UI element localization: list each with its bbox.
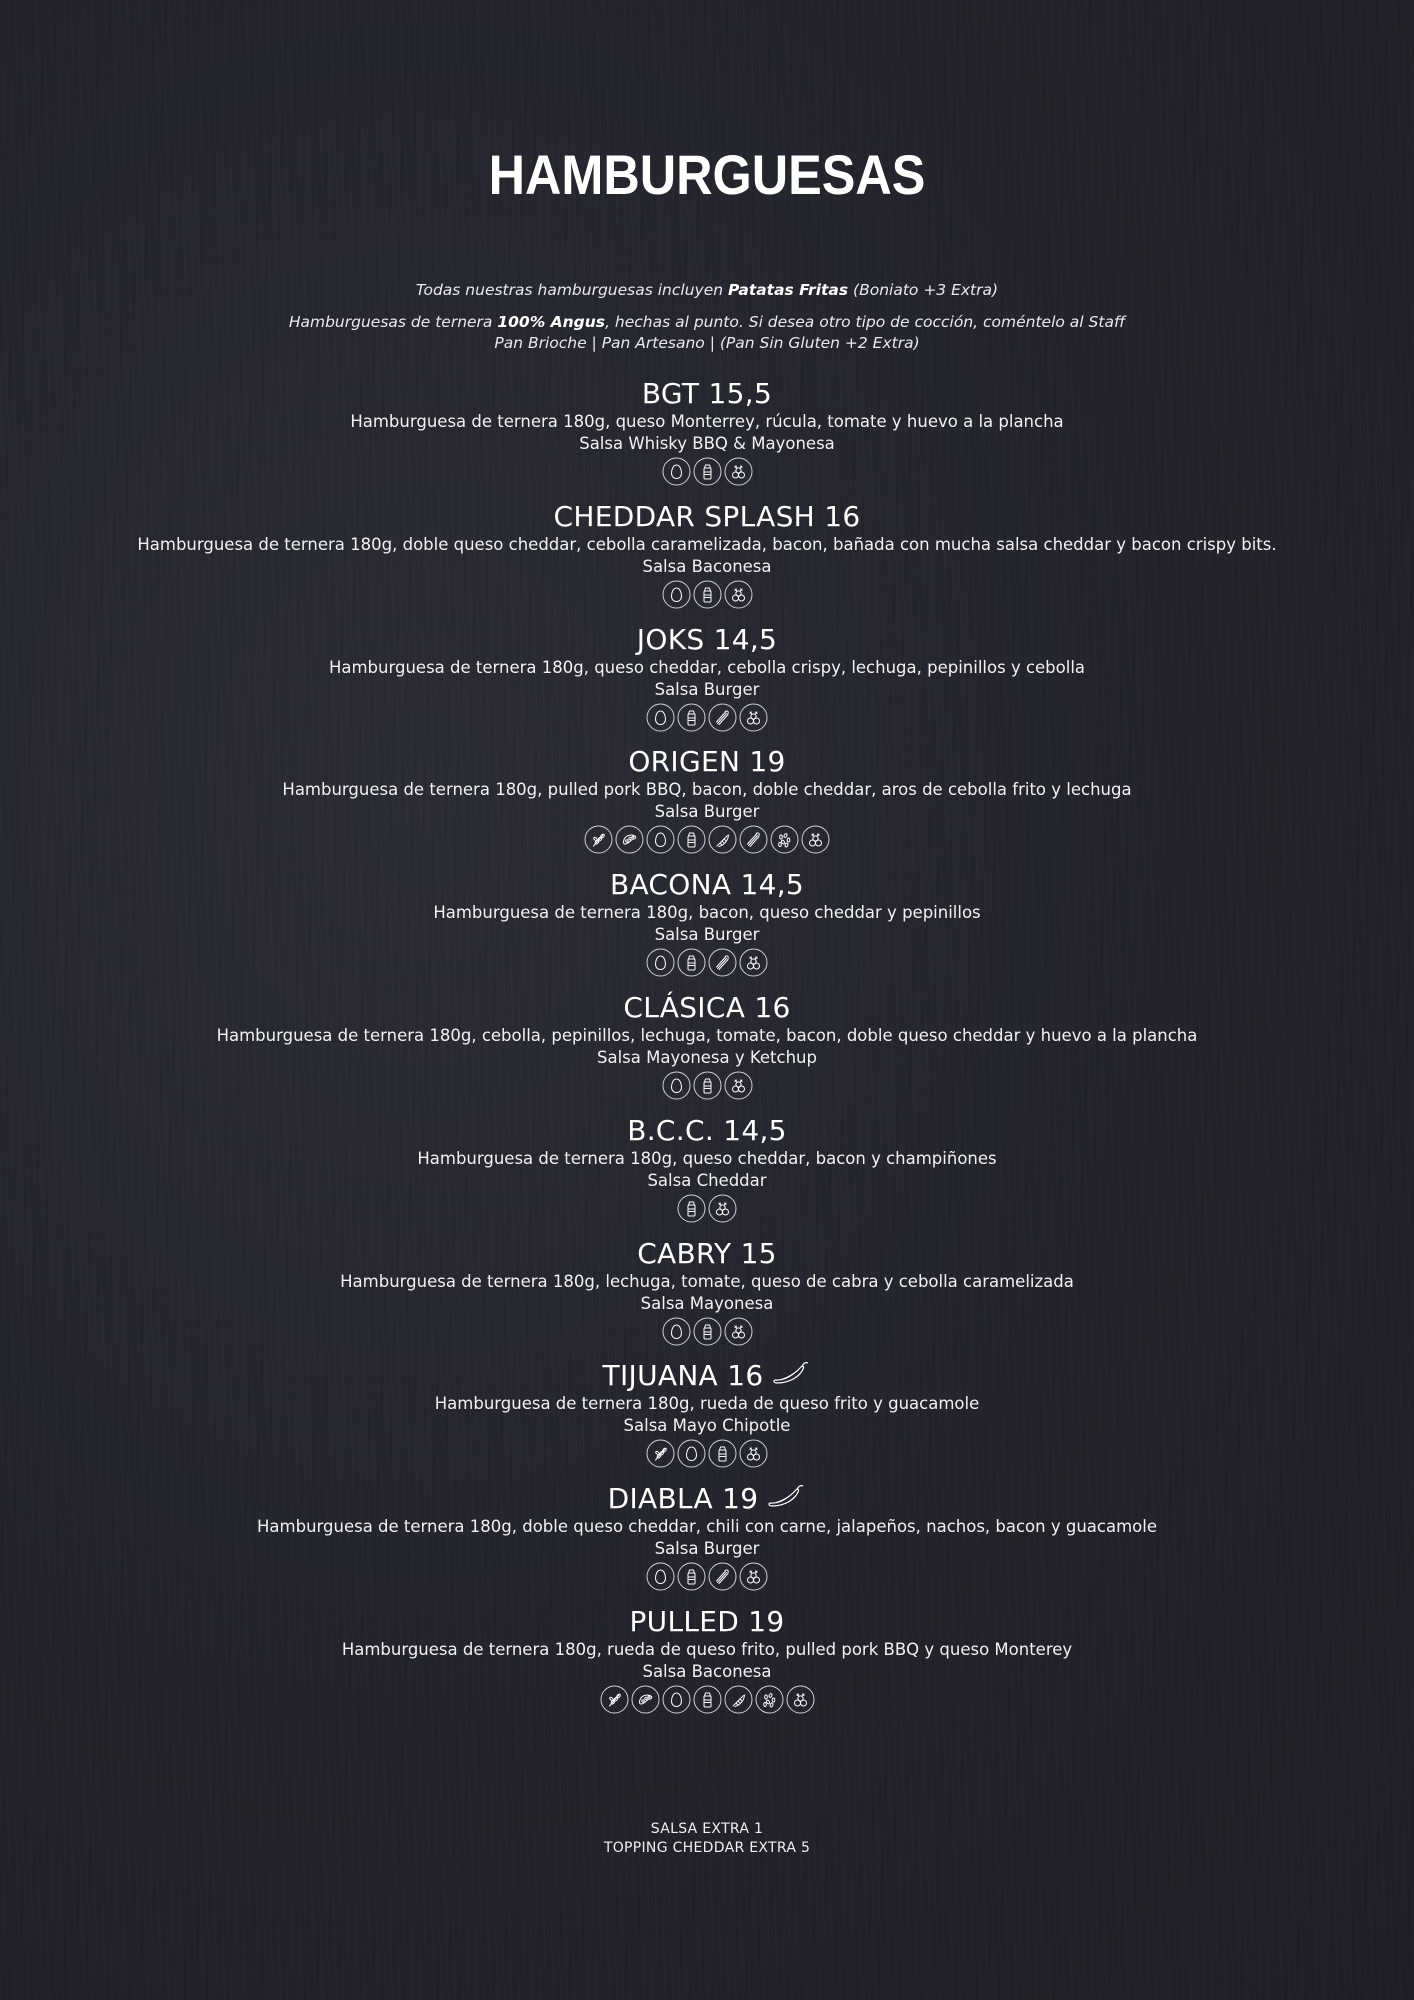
sesame-icon <box>770 825 799 854</box>
intro-beef-text-after: , hechas al punto. Si desea otro tipo de cocción, coméntelo al Staff <box>605 313 1126 331</box>
menu-item <box>0 377 1414 489</box>
allergen-icons <box>0 1194 1414 1226</box>
item-description: Hamburguesa de ternera 180g, lechuga, tomate, queso de cabra y cebolla caramelizada <box>340 1272 1074 1291</box>
item-name <box>0 623 1414 657</box>
allergen-icons <box>0 1439 1414 1471</box>
item-name <box>0 868 1414 902</box>
menu-item <box>0 1237 1414 1349</box>
intro-beef-text-before: Hamburguesas de ternera <box>288 313 498 331</box>
item-name <box>0 1482 1414 1516</box>
item-sauce: Salsa Mayonesa y Ketchup <box>597 1048 817 1067</box>
item-sauce: Salsa Burger <box>654 802 760 821</box>
egg-icon <box>646 825 675 854</box>
allergen-icons <box>0 1685 1414 1717</box>
soy-icon <box>615 825 644 854</box>
item-name-text: BGT 15,5 <box>641 377 773 410</box>
milk-icon <box>677 948 706 977</box>
item-sauce: Salsa Mayo Chipotle <box>623 1416 791 1435</box>
allergen-icons <box>0 948 1414 980</box>
item-name <box>0 500 1414 534</box>
item-name <box>0 377 1414 411</box>
item-description: Hamburguesa de ternera 180g, queso cheddar, cebolla crispy, lechuga, pepinillos y cebolla <box>328 658 1086 677</box>
item-name-text: CHEDDAR SPLASH 16 <box>553 500 861 533</box>
celery-icon <box>708 703 737 732</box>
allergen-icons <box>0 825 1414 857</box>
item-name-text: DIABLA 19 <box>607 1482 759 1515</box>
celery-icon <box>708 1562 737 1591</box>
egg-icon <box>662 1317 691 1346</box>
menu-item <box>0 1359 1414 1471</box>
item-name <box>0 1359 1414 1393</box>
menu-item <box>0 500 1414 612</box>
page-title: HAMBURGUESAS <box>488 143 926 206</box>
item-name-text: JOKS 14,5 <box>636 623 778 656</box>
milk-icon <box>677 1194 706 1223</box>
egg-icon <box>662 580 691 609</box>
milk-icon <box>693 457 722 486</box>
soy-icon <box>631 1685 660 1714</box>
item-name-text: PULLED 19 <box>629 1605 785 1638</box>
intro-fries-text-before: Todas nuestras hamburguesas incluyen <box>415 281 728 299</box>
egg-icon <box>646 948 675 977</box>
mustard-icon <box>724 457 753 486</box>
item-description: Hamburguesa de ternera 180g, doble queso cheddar, chili con carne, jalapeños, nachos, bacon y guacamole <box>257 1517 1157 1536</box>
sulphites-icon <box>708 825 737 854</box>
allergen-icons <box>0 457 1414 489</box>
menu-item <box>0 868 1414 980</box>
item-name-text: CABRY 15 <box>637 1237 777 1270</box>
milk-icon <box>693 1317 722 1346</box>
menu-item <box>0 1114 1414 1226</box>
item-name <box>0 745 1414 779</box>
sulphites-icon <box>724 1685 753 1714</box>
item-name <box>0 1605 1414 1639</box>
item-name-text: TIJUANA 16 <box>602 1359 764 1392</box>
celery-icon <box>739 825 768 854</box>
menu-item <box>0 1482 1414 1594</box>
egg-icon <box>646 1562 675 1591</box>
menu-item <box>0 623 1414 735</box>
menu-item <box>0 1605 1414 1717</box>
milk-icon <box>677 703 706 732</box>
sesame-icon <box>755 1685 784 1714</box>
mustard-icon <box>739 948 768 977</box>
gluten-icon <box>584 825 613 854</box>
item-description: Hamburguesa de ternera 180g, pulled pork BBQ, bacon, doble cheddar, aros de cebolla frito y lechuga <box>282 780 1132 799</box>
item-description: Hamburguesa de ternera 180g, cebolla, pepinillos, lechuga, tomate, bacon, doble queso cheddar y huevo a la plancha <box>216 1026 1198 1045</box>
item-description: Hamburguesa de ternera 180g, doble queso cheddar, cebolla caramelizada, bacon, bañada con mucha salsa cheddar y bacon crispy bits. <box>137 535 1277 554</box>
gluten-icon <box>600 1685 629 1714</box>
item-sauce: Salsa Burger <box>654 925 760 944</box>
egg-icon <box>677 1439 706 1468</box>
item-sauce: Salsa Baconesa <box>642 1662 772 1681</box>
extra-cheddar-price: TOPPING CHEDDAR EXTRA 5 <box>603 1840 811 1856</box>
mustard-icon <box>786 1685 815 1714</box>
item-sauce: Salsa Mayonesa <box>640 1294 774 1313</box>
milk-icon <box>693 1685 722 1714</box>
mustard-icon <box>724 580 753 609</box>
intro-fries-note <box>0 280 1414 301</box>
item-name <box>0 1237 1414 1271</box>
gluten-icon <box>646 1439 675 1468</box>
mustard-icon <box>708 1194 737 1223</box>
item-description: Hamburguesa de ternera 180g, queso cheddar, bacon y champiñones <box>417 1149 997 1168</box>
item-description: Hamburguesa de ternera 180g, rueda de queso frito, pulled pork BBQ y queso Monterey <box>341 1640 1073 1659</box>
item-name <box>0 991 1414 1025</box>
mustard-icon <box>724 1071 753 1100</box>
egg-icon <box>662 1071 691 1100</box>
milk-icon <box>708 1439 737 1468</box>
intro-fries-text-after: (Boniato +3 Extra) <box>848 281 999 299</box>
extras-footer <box>0 1820 1414 1858</box>
allergen-icons <box>0 703 1414 735</box>
chili-pepper-icon <box>769 1360 811 1394</box>
item-description: Hamburguesa de ternera 180g, rueda de queso frito y guacamole <box>434 1394 980 1413</box>
item-name <box>0 1114 1414 1148</box>
egg-icon <box>646 703 675 732</box>
celery-icon <box>708 948 737 977</box>
allergen-icons <box>0 1562 1414 1594</box>
item-description: Hamburguesa de ternera 180g, queso Monterrey, rúcula, tomate y huevo a la plancha <box>350 412 1064 431</box>
item-name-text: ORIGEN 19 <box>628 745 786 778</box>
milk-icon <box>693 580 722 609</box>
egg-icon <box>662 457 691 486</box>
milk-icon <box>677 825 706 854</box>
intro-fries-text-bold: Patatas Fritas <box>727 281 849 299</box>
egg-icon <box>662 1685 691 1714</box>
item-sauce: Salsa Baconesa <box>642 557 772 576</box>
item-sauce: Salsa Burger <box>654 1539 760 1558</box>
extra-sauce-price: SALSA EXTRA 1 <box>650 1821 764 1837</box>
mustard-icon <box>739 1439 768 1468</box>
milk-icon <box>677 1562 706 1591</box>
item-sauce: Salsa Burger <box>654 680 760 699</box>
intro-beef-note <box>0 312 1414 333</box>
item-name-text: BACONA 14,5 <box>609 868 805 901</box>
mustard-icon <box>739 703 768 732</box>
chili-pepper-icon <box>764 1483 806 1517</box>
item-description: Hamburguesa de ternera 180g, bacon, queso cheddar y pepinillos <box>433 903 981 922</box>
item-name-text: CLÁSICA 16 <box>623 991 791 1024</box>
milk-icon <box>693 1071 722 1100</box>
intro-beef-text-bold: 100% Angus <box>497 313 606 331</box>
intro-bread-note: Pan Brioche | Pan Artesano | (Pan Sin Gluten +2 Extra) <box>494 334 920 352</box>
mustard-icon <box>739 1562 768 1591</box>
allergen-icons <box>0 1317 1414 1349</box>
allergen-icons <box>0 1071 1414 1103</box>
allergen-icons <box>0 580 1414 612</box>
mustard-icon <box>724 1317 753 1346</box>
item-sauce: Salsa Cheddar <box>647 1171 767 1190</box>
menu-item <box>0 745 1414 857</box>
menu-item <box>0 991 1414 1103</box>
item-sauce: Salsa Whisky BBQ & Mayonesa <box>579 434 835 453</box>
item-name-text: B.C.C. 14,5 <box>627 1114 787 1147</box>
mustard-icon <box>801 825 830 854</box>
